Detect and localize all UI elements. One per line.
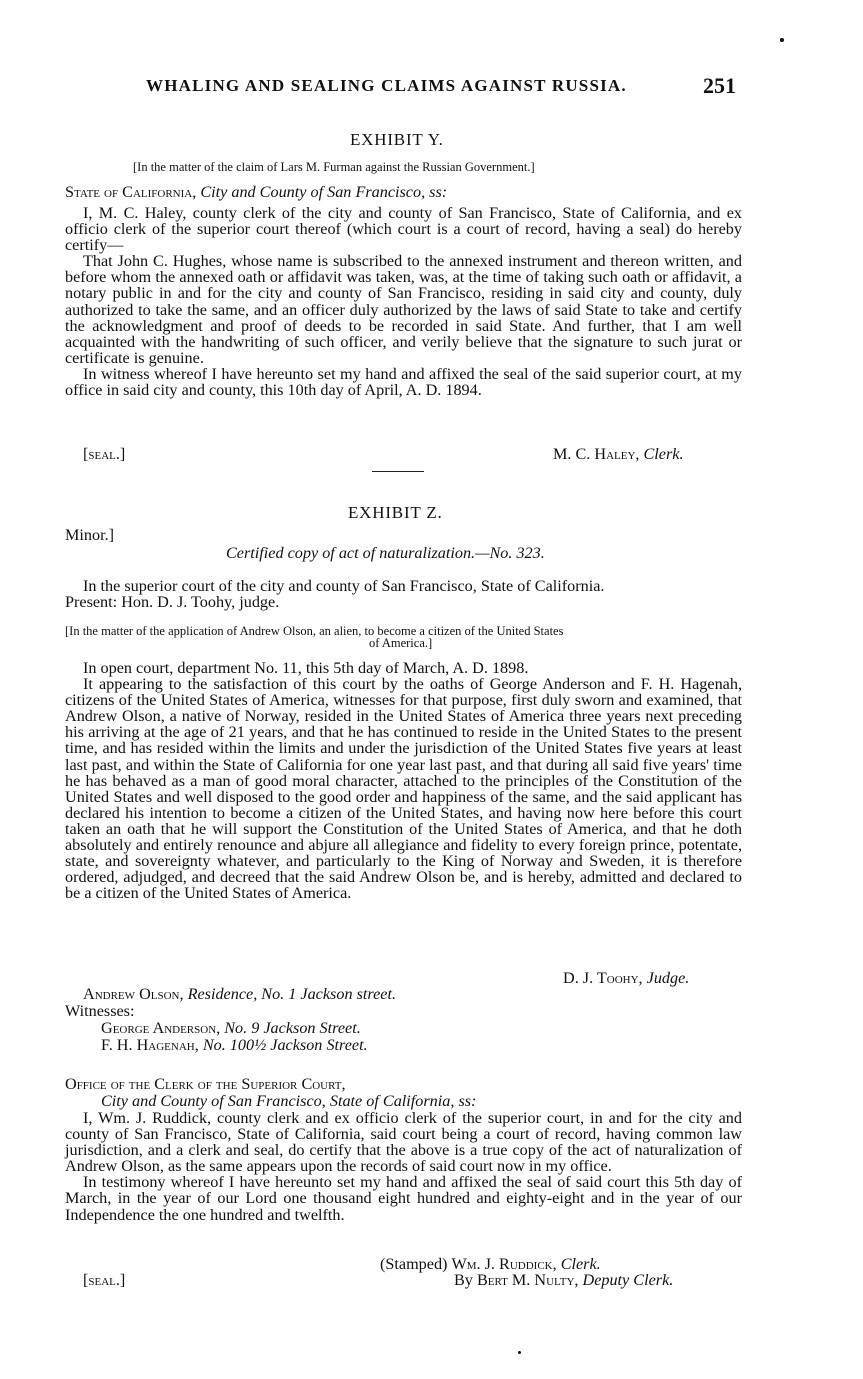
exhibit-z-heading: EXHIBIT Z.: [348, 503, 443, 522]
applicant-residence: Residence, No. 1 Jackson street.: [187, 985, 396, 1003]
signature-name: M. C. Haley,: [553, 445, 640, 463]
exhibit-y-body: [65, 205, 742, 398]
clerk-office-line: Office of the Clerk of the Superior Court,: [65, 1075, 346, 1093]
running-header: WHALING AND SEALING CLAIMS AGAINST RUSSIA.: [146, 76, 627, 95]
paragraph: That John C. Hughes, whose name is subscribed to the annexed instrument and thereon written, and before whom the annexed oath or affidavit was taken, was, at the time of taking such oath or affidavit, a notary public in and for the city and county of San Francisco, residing in said city and county, duly authorized to take the same, and an officer duly authorized by the laws of said State to take and certify the acknowledgment and proof of deeds to be recorded in said State. And further, that I am well acquainted with the handwriting of such officer, and verily believe that the signature to such jurat or certificate is genuine.: [65, 252, 742, 367]
stamped-prefix: (Stamped): [380, 1255, 448, 1273]
exhibit-y-venue: [65, 183, 447, 202]
clerk-certificate-body: [65, 1110, 742, 1223]
page-number: 251: [703, 73, 736, 98]
judge-name: D. J. Toohy,: [563, 969, 643, 987]
exhibit-z-subtitle: Certified copy of act of naturalization.—No. 323.: [226, 544, 545, 562]
exhibit-z-note-2: of America.]: [369, 636, 433, 650]
witness-2: [101, 1036, 368, 1055]
paragraph: In open court, department No. 11, this 5th day of March, A. D. 1898.: [83, 659, 529, 677]
print-speck: [518, 1351, 521, 1354]
venue-state: State of California,: [65, 183, 197, 201]
court-line-2: Present: Hon. D. J. Toohy, judge.: [65, 593, 280, 611]
applicant-name: Andrew Olson,: [83, 985, 184, 1003]
paragraph: It appearing to the satisfaction of this court by the oaths of George Anderson and F. H. Hagenah, citizens of the United States of America, witnesses for that purpose, first duly sworn and examined, that Andrew Olson, a native of Norway, resided in the United States of America three years next preceding his arriving at the age of 21 years, and that he has continued to reside in the United States to the present time, and has resided within the limits and under the jurisdiction of the United States five years at least last past, and within the State of California for one year last past, and that during all said five years' time he has behaved as a man of good moral character, attached to the principles of the Constitution of the United States and well disposed to the good order and happiness of the same, and the said applicant has declared his intention to become a citizen of the United States, and having now here before this court taken an oath that he will support the Constitution of the United States of America, and that he doth absolutely and entirely renounce and abjure all allegiance and fidelity to every foreign prince, potentate, state, and sovereignty whatever, and particularly to the King of Norway and Sweden, it is therefore ordered, adjudged, and decreed that the said Andrew Olson be, and is hereby, admitted and declared to be a citizen of the United States of America.: [65, 675, 742, 903]
paragraph: I, Wm. J. Ruddick, county clerk and ex officio clerk of the superior court, in and for the city and county of San Francisco, State of California, said court being a court of record, having common law jurisdiction, and a clerk and seal, do certify that the above is a true copy of the act of naturalization of Andrew Olson, as the same appears upon the records of said court now in my office.: [65, 1109, 742, 1176]
witnesses-label: Witnesses:: [65, 1002, 135, 1020]
witness-name: George Anderson,: [101, 1019, 221, 1037]
exhibit-y-note: [In the matter of the claim of Lars M. Furman against the Russian Government.]: [133, 160, 535, 174]
print-speck: [780, 38, 784, 42]
paragraph: In witness whereof I have hereunto set my hand and affixed the seal of the said superior court, at my office in said city and county, this 10th day of April, A. D. 1894.: [65, 364, 742, 400]
witness-address: No. 100½ Jackson Street.: [202, 1036, 368, 1054]
paragraph: I, M. C. Haley, county clerk of the city and county of San Francisco, State of California, and ex officio clerk of the superior court thereof (which court is a court of record, having a seal) do hereby certify—: [65, 204, 742, 255]
minor-label: Minor.]: [65, 526, 115, 544]
judge-signature: [563, 969, 689, 988]
deputy-prefix: By: [454, 1271, 473, 1289]
venue-city: City and County of San Francisco, ss:: [200, 183, 448, 201]
seal-label: [seal.]: [83, 445, 126, 463]
stamped-name: Wm. J. Ruddick,: [451, 1255, 557, 1273]
witness-address: No. 9 Jackson Street.: [224, 1019, 361, 1037]
stamped-title: Clerk.: [560, 1255, 601, 1273]
judge-title: Judge.: [646, 969, 690, 987]
exhibit-y-seal: [83, 445, 125, 464]
clerk-seal: [83, 1271, 125, 1290]
exhibit-z-body: [65, 660, 742, 901]
court-line-1: In the superior court of the city and county of San Francisco, State of California.: [83, 577, 605, 595]
deputy-signature: [454, 1271, 673, 1290]
signature-title: Clerk.: [643, 445, 684, 463]
deputy-title: Deputy Clerk.: [582, 1271, 674, 1289]
deputy-name: Bert M. Nulty,: [476, 1271, 579, 1289]
paragraph: In testimony whereof I have hereunto set my hand and affixed the seal of said court this 5th day of March, in the year of our Lord one thousand eight hundred and eighty-eight and in the year of our Independence the one hundred and twelfth.: [65, 1173, 742, 1224]
exhibit-z-note-1: [In the matter of the application of Andrew Olson, an alien, to become a citizen of the United States: [65, 624, 564, 638]
seal-label: [seal.]: [83, 1271, 126, 1289]
clerk-venue-line: City and County of San Francisco, State of California, ss:: [101, 1092, 477, 1110]
witness-name: F. H. Hagenah,: [101, 1036, 199, 1054]
exhibit-y-signature: [553, 445, 684, 464]
exhibit-y-heading: EXHIBIT Y.: [350, 130, 444, 149]
section-divider: [372, 471, 424, 472]
